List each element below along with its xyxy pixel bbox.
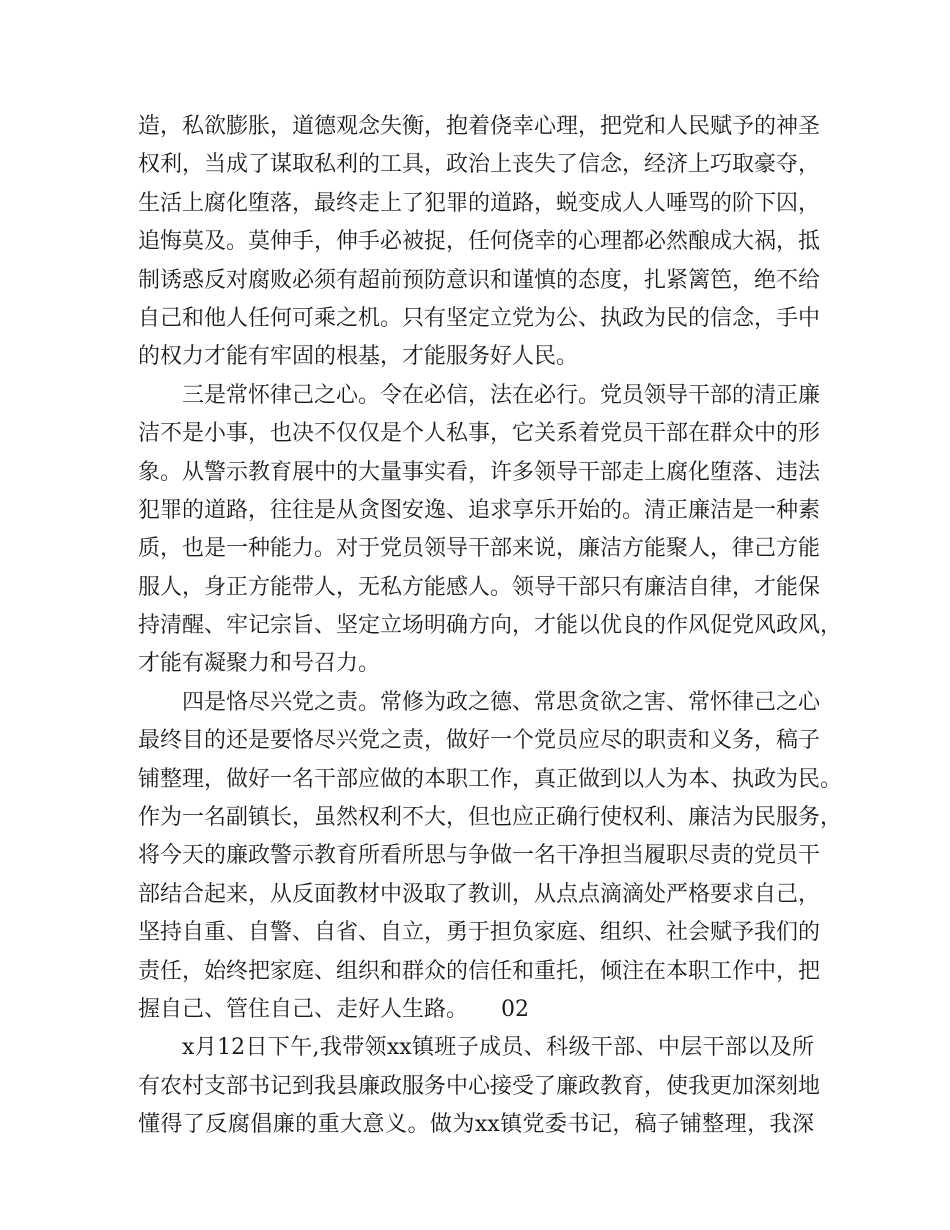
- paragraph-first-line: 四是恪尽兴党之责。常修为政之德、常思贪欲之害、常怀律己之心: [182, 689, 821, 715]
- text-line: 制诱惑反对腐败必须有超前预防意识和谨慎的态度，扎紧篱笆，绝不给: [138, 267, 821, 293]
- text-line: 质，也是一种能力。对于党员领导干部来说，廉洁方能聚人，律己方能: [138, 536, 821, 562]
- text-line: 才能有凝聚力和号召力。: [138, 651, 381, 677]
- text-line: 权利，当成了谋取私利的工具，政治上丧失了信念，经济上巧取豪夺，: [138, 152, 821, 178]
- text-line: 最终目的还是要恪尽兴党之责，做好一个党员应尽的职责和义务，稿子: [138, 728, 821, 754]
- text-line: 洁不是小事，也决不仅仅是个人私事，它关系着党员干部在群众中的形: [138, 421, 821, 447]
- text-line: 追悔莫及。莫伸手，伸手必被捉，任何侥幸的心理都必然酿成大祸，抵: [138, 229, 821, 255]
- text-line: 将今天的廉政警示教育所看所思与争做一名干净担当履职尽责的党员干: [138, 843, 821, 869]
- text-line: 自己和他人任何可乘之机。只有坚定立党为公、执政为民的信念，手中: [138, 305, 821, 331]
- document-body: [138, 108, 843, 1145]
- text-line: 坚持自重、自警、自省、自立，勇于担负家庭、组织、社会赋予我们的: [138, 920, 821, 946]
- paragraph-first-line: x月12日下午,我带领xx镇班子成员、科级干部、中层干部以及所: [182, 1035, 814, 1061]
- text-line: 懂得了反腐倡廉的重大意义。做为xx镇党委书记，稿子铺整理，我深: [138, 1112, 814, 1138]
- text-line: 作为一名副镇长，虽然权利不大，但也应正确行使权利、廉洁为民服务，: [138, 805, 843, 831]
- text-line: 的权力才能有牢固的根基，才能服务好人民。: [138, 344, 579, 370]
- text-line: 责任，始终把家庭、组织和群众的信任和重托，倾注在本职工作中，把: [138, 958, 821, 984]
- text-line: 生活上腐化堕落，最终走上了犯罪的道路，蜕变成人人唾骂的阶下囚，: [138, 190, 821, 216]
- text-line: 持清醒、牢记宗旨、坚定立场明确方向，才能以优良的作风促党风政风，: [138, 613, 843, 639]
- text-line: 有农村支部书记到我县廉政服务中心接受了廉政教育，使我更加深刻地: [138, 1073, 821, 1099]
- text-line: 犯罪的道路，往往是从贪图安逸、追求享乐开始的。清正廉洁是一种素: [138, 497, 821, 523]
- text-line: 服人，身正方能带人，无私方能感人。领导干部只有廉洁自律，才能保: [138, 574, 821, 600]
- text-line: 铺整理，做好一名干部应做的本职工作，真正做到以人为本、执政为民。: [138, 766, 843, 792]
- text-line: 象。从警示教育展中的大量事实看，许多领导干部走上腐化堕落、违法: [138, 459, 821, 485]
- paragraph-first-line: 三是常怀律己之心。令在必信，法在必行。党员领导干部的清正廉: [182, 382, 821, 408]
- text-line: 部结合起来，从反面教材中汲取了教训，从点点滴滴处严格要求自己，: [138, 881, 821, 907]
- text-line: 握自己、管住自己、走好人生路。 02: [138, 996, 529, 1022]
- text-line: 造，私欲膨胀，道德观念失衡，抱着侥幸心理，把党和人民赋予的神圣: [138, 114, 821, 139]
